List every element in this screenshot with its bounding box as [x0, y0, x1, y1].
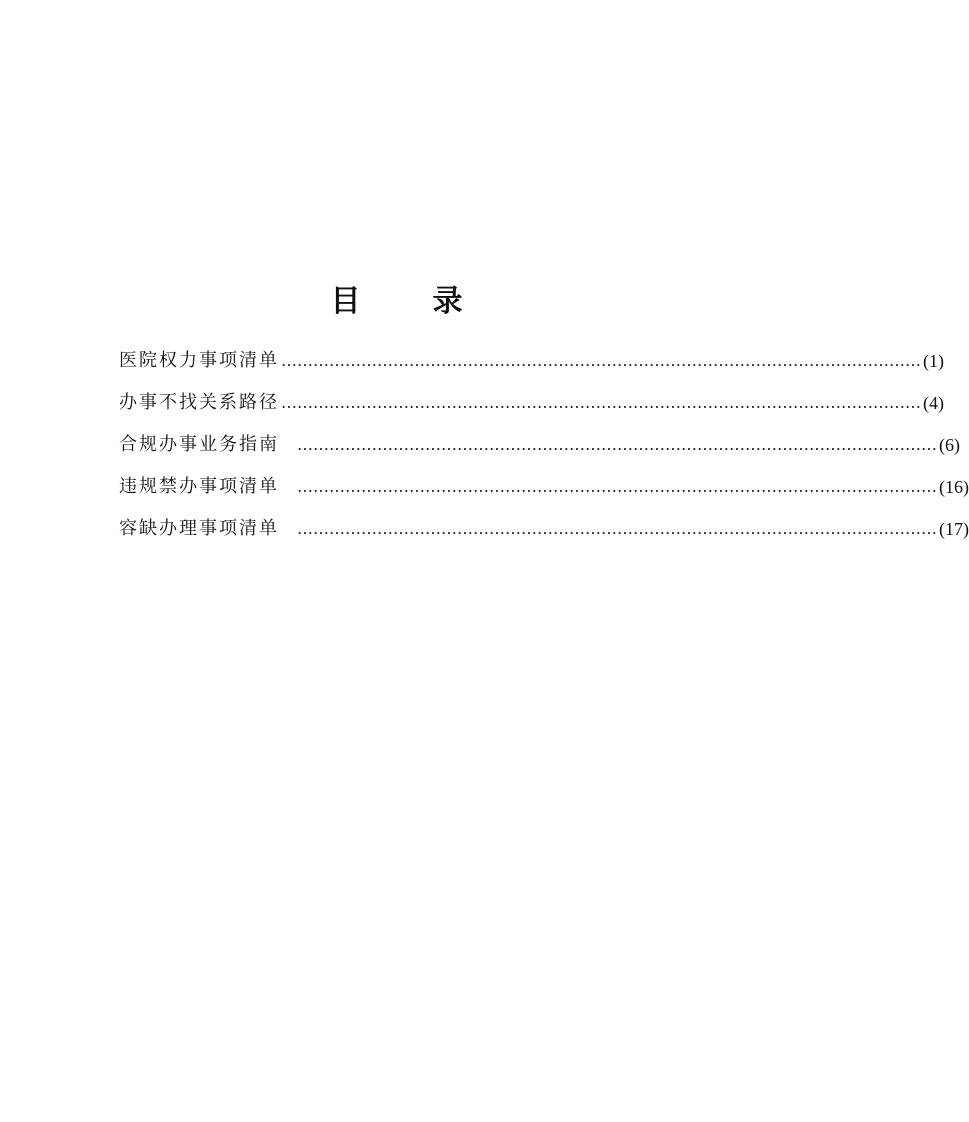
page-title: [0, 280, 793, 324]
toc-entry-page: (4): [923, 393, 944, 413]
toc-entry[interactable]: [119, 508, 969, 550]
toc-entry-label: 办事不找关系路径: [119, 392, 279, 413]
toc-entry-label: 合规办事业务指南: [119, 434, 279, 455]
toc-entry[interactable]: [119, 382, 944, 424]
title-char-2: 录: [432, 284, 463, 319]
dot-leader: …………………………………………………………………………………………………………: [281, 393, 921, 412]
toc-entry-page: (1): [923, 351, 944, 371]
toc-entry-page: (16): [939, 477, 969, 497]
dot-leader: …………………………………………………………………………………………………………: [297, 519, 937, 538]
toc-entry-page: (17): [939, 519, 969, 539]
toc-entry[interactable]: [119, 466, 969, 508]
dot-leader: …………………………………………………………………………………………………………: [297, 477, 937, 496]
toc-entry[interactable]: [119, 424, 960, 466]
table-of-contents: [119, 340, 969, 550]
toc-entry-page: (6): [939, 435, 960, 455]
dot-leader: …………………………………………………………………………………………………………: [297, 435, 937, 454]
toc-entry-label: 容缺办理事项清单: [119, 518, 279, 539]
toc-entry[interactable]: [119, 340, 944, 382]
title-char-1: 目: [330, 284, 361, 319]
toc-entry-label: 违规禁办事项清单: [119, 476, 279, 497]
toc-entry-label: 医院权力事项清单: [119, 350, 279, 371]
dot-leader: …………………………………………………………………………………………………………: [281, 351, 921, 370]
